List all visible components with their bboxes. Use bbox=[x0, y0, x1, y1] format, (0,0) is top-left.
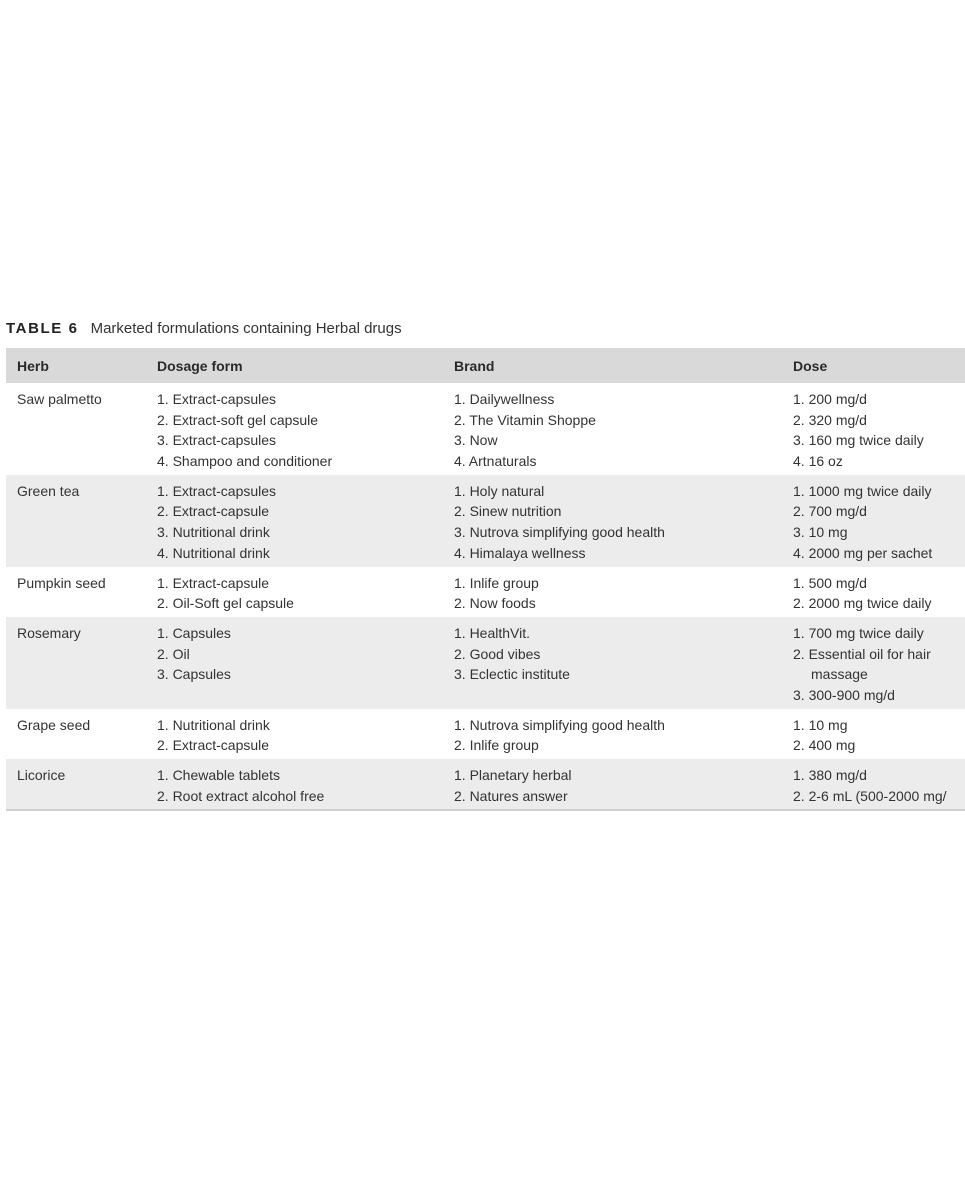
brand-item: 4. Artnaturals bbox=[454, 453, 537, 470]
dose-item: 2. 700 mg/d bbox=[793, 503, 867, 520]
dosage-form-cell bbox=[146, 617, 443, 709]
table-row bbox=[6, 383, 965, 475]
table-row bbox=[6, 709, 965, 759]
brand-item: 2. Sinew nutrition bbox=[454, 503, 562, 520]
herb-name: Grape seed bbox=[17, 716, 91, 733]
brand-item: 4. Himalaya wellness bbox=[454, 544, 586, 561]
dosage-form-cell bbox=[146, 709, 443, 759]
herb-cell bbox=[6, 617, 146, 709]
dosage-form-item: 2. Extract-capsule bbox=[157, 737, 270, 754]
brand-cell bbox=[443, 617, 782, 709]
dosage-form-item: 1. Chewable tablets bbox=[157, 767, 280, 784]
herb-name: Green tea bbox=[17, 482, 80, 499]
dose-item: 2. 2-6 mL (500-2000 mg/ bbox=[793, 787, 947, 804]
brand-cell bbox=[443, 759, 782, 810]
dosage-form-cell bbox=[146, 383, 443, 475]
herb-name: Rosemary bbox=[17, 624, 81, 641]
dose-item: 2. Essential oil for hair massage bbox=[793, 645, 931, 683]
table-row bbox=[6, 567, 965, 617]
header-dosage-form: Dosage form bbox=[146, 348, 443, 383]
header-herb: Herb bbox=[6, 348, 146, 383]
dosage-form-cell bbox=[146, 475, 443, 567]
dosage-form-item: 2. Oil-Soft gel capsule bbox=[157, 595, 294, 612]
dosage-form-item: 4. Nutritional drink bbox=[157, 544, 270, 561]
dose-item: 1. 700 mg twice daily bbox=[793, 624, 924, 641]
brand-cell bbox=[443, 709, 782, 759]
dose-item: 3. 160 mg twice daily bbox=[793, 432, 924, 449]
dosage-form-item: 3. Nutritional drink bbox=[157, 524, 270, 541]
brand-item: 1. HealthVit. bbox=[454, 624, 531, 641]
dose-cell bbox=[782, 475, 965, 567]
dosage-form-item: 2. Extract-capsule bbox=[157, 503, 270, 520]
formulations-table bbox=[6, 348, 965, 811]
header-dose: Dose bbox=[782, 348, 965, 383]
table-row bbox=[6, 759, 965, 810]
brand-cell bbox=[443, 567, 782, 617]
dose-cell bbox=[782, 759, 965, 810]
dosage-form-item: 3. Extract-capsules bbox=[157, 432, 277, 449]
dose-item: 1. 1000 mg twice daily bbox=[793, 482, 932, 499]
dosage-form-item: 3. Capsules bbox=[157, 666, 231, 683]
herb-cell bbox=[6, 383, 146, 475]
dosage-form-item: 1. Nutritional drink bbox=[157, 716, 270, 733]
herb-cell bbox=[6, 759, 146, 810]
dosage-form-item: 1. Extract-capsules bbox=[157, 482, 277, 499]
dose-cell bbox=[782, 567, 965, 617]
herb-name: Pumpkin seed bbox=[17, 574, 106, 591]
table-container bbox=[6, 348, 965, 811]
brand-item: 3. Eclectic institute bbox=[454, 666, 570, 683]
herb-name: Saw palmetto bbox=[17, 391, 102, 407]
dosage-form-item: 2. Extract-soft gel capsule bbox=[157, 411, 319, 428]
dose-item: 4. 16 oz bbox=[793, 453, 843, 470]
dose-cell bbox=[782, 617, 965, 709]
dose-item: 2. 320 mg/d bbox=[793, 411, 867, 428]
table-title: Marketed formulations containing Herbal drugs bbox=[90, 320, 402, 337]
brand-item: 2. Natures answer bbox=[454, 787, 568, 804]
brand-cell bbox=[443, 475, 782, 567]
header-brand: Brand bbox=[443, 348, 782, 383]
brand-item: 2. The Vitamin Shoppe bbox=[454, 411, 596, 428]
brand-item: 3. Nutrova simplifying good health bbox=[454, 524, 665, 541]
dosage-form-item: 2. Root extract alcohol free bbox=[157, 787, 325, 804]
brand-item: 1. Nutrova simplifying good health bbox=[454, 716, 665, 733]
dose-item: 2. 400 mg bbox=[793, 737, 856, 754]
herb-cell bbox=[6, 475, 146, 567]
brand-item: 1. Holy natural bbox=[454, 482, 545, 499]
dose-item: 1. 500 mg/d bbox=[793, 574, 867, 591]
brand-item: 1. Dailywellness bbox=[454, 391, 555, 407]
dosage-form-item: 2. Oil bbox=[157, 645, 190, 662]
dosage-form-item: 1. Extract-capsules bbox=[157, 391, 277, 407]
dosage-form-item: 1. Extract-capsule bbox=[157, 574, 270, 591]
brand-item: 1. Inlife group bbox=[454, 574, 539, 591]
dosage-form-item: 4. Shampoo and conditioner bbox=[157, 453, 333, 470]
table-row bbox=[6, 617, 965, 709]
dose-item: 4. 2000 mg per sachet bbox=[793, 544, 933, 561]
table-row bbox=[6, 475, 965, 567]
table-header-row bbox=[6, 348, 965, 383]
dosage-form-cell bbox=[146, 759, 443, 810]
table-label: TABLE 6 bbox=[6, 320, 79, 337]
dose-item: 1. 200 mg/d bbox=[793, 391, 867, 407]
dose-item: 3. 10 mg bbox=[793, 524, 848, 541]
table-caption bbox=[6, 320, 402, 337]
dose-item: 1. 10 mg bbox=[793, 716, 848, 733]
herb-cell bbox=[6, 709, 146, 759]
dose-cell bbox=[782, 383, 965, 475]
dose-item: 2. 2000 mg twice daily bbox=[793, 595, 932, 612]
dose-item: 3. 300-900 mg/d bbox=[793, 686, 895, 703]
brand-item: 2. Good vibes bbox=[454, 645, 541, 662]
brand-item: 3. Now bbox=[454, 432, 498, 449]
brand-item: 2. Inlife group bbox=[454, 737, 539, 754]
herb-cell bbox=[6, 567, 146, 617]
brand-cell bbox=[443, 383, 782, 475]
dosage-form-item: 1. Capsules bbox=[157, 624, 231, 641]
brand-item: 2. Now foods bbox=[454, 595, 536, 612]
herb-name: Licorice bbox=[17, 767, 66, 784]
dose-item: 1. 380 mg/d bbox=[793, 767, 867, 784]
brand-item: 1. Planetary herbal bbox=[454, 767, 572, 784]
dose-cell bbox=[782, 709, 965, 759]
dosage-form-cell bbox=[146, 567, 443, 617]
